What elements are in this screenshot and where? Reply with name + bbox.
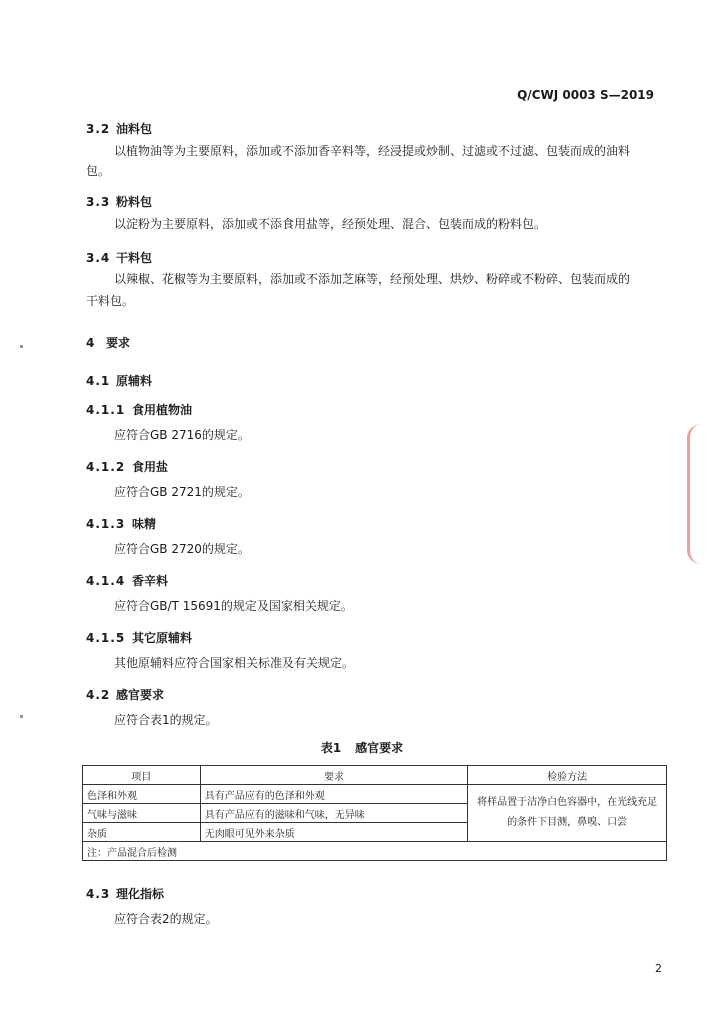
paragraph-4-2: 应符合表1的规定。	[114, 713, 218, 727]
paragraph-4-1-4: 应符合GB/T 15691的规定及国家相关规定。	[114, 599, 353, 613]
heading-number: 4.3	[86, 887, 111, 901]
paragraph-3-4-line1: 以辣椒、花椒等为主要原料，添加或不添加芝麻等，经预处理、烘炒、粉碎或不粉碎、包装而成的	[114, 272, 631, 286]
heading-title: 味精	[132, 517, 157, 531]
paragraph-4-1-2: 应符合GB 2721的规定。	[114, 485, 250, 499]
paragraph-3-3: 以淀粉为主要原料，添加或不添食用盐等，经预处理、混合、包装而成的粉料包。	[114, 217, 547, 231]
heading-title: 食用植物油	[132, 403, 193, 417]
heading-title: 感官要求	[116, 688, 165, 702]
heading-number: 4.1	[86, 374, 111, 388]
paragraph-3-4-line2: 干料包。	[86, 294, 135, 308]
table-note: 注：产品混合后检测	[83, 842, 667, 861]
heading-4-1-2	[86, 458, 168, 475]
heading-4	[86, 334, 130, 351]
heading-number: 4.1.2	[86, 460, 126, 474]
paragraph-4-1-3: 应符合GB 2720的规定。	[114, 542, 250, 556]
heading-4-1-4	[86, 572, 168, 589]
table-header-row	[83, 766, 667, 785]
heading-4-3	[86, 885, 164, 902]
cell-requirement: 无肉眼可见外来杂质	[200, 823, 468, 842]
paragraph-4-3: 应符合表2的规定。	[114, 912, 218, 926]
table-caption	[0, 739, 724, 756]
paragraph-4-1-5: 其他原辅料应符合国家相关标准及有关规定。	[114, 656, 355, 670]
heading-4-1-5	[86, 629, 192, 646]
paragraph-4-1-1: 应符合GB 2716的规定。	[114, 428, 250, 442]
heading-title: 原辅料	[116, 374, 153, 388]
cell-requirement: 具有产品应有的色泽和外观	[200, 785, 468, 804]
heading-number: 4.2	[86, 688, 111, 702]
heading-number: 4	[86, 336, 96, 350]
cell-method: 将样品置于洁净白色容器中，在光线充足的条件下目测，鼻嗅、口尝	[468, 785, 667, 842]
heading-title: 香辛料	[132, 574, 169, 588]
heading-4-1	[86, 372, 152, 389]
heading-number: 3.3	[86, 195, 111, 209]
sensory-requirements-table	[82, 765, 667, 861]
header-item: 项目	[83, 766, 201, 785]
heading-3-2	[86, 120, 152, 137]
heading-4-2	[86, 686, 164, 703]
table-caption-label: 表1	[320, 741, 342, 755]
heading-number: 3.4	[86, 251, 111, 265]
heading-4-1-1	[86, 401, 192, 418]
page-number: 2	[655, 962, 662, 975]
cell-item: 杂质	[83, 823, 201, 842]
paragraph-3-2-line1: 以植物油等为主要原料，添加或不添加香辛料等，经浸提或炒制、过滤或不过滤、包装而成的油料	[114, 144, 631, 158]
scan-mark	[20, 715, 23, 718]
heading-number: 4.1.1	[86, 403, 126, 417]
heading-title: 要求	[106, 336, 131, 350]
heading-4-1-3	[86, 515, 156, 532]
heading-3-3	[86, 193, 152, 210]
table-row	[83, 785, 667, 804]
table-caption-title: 感官要求	[355, 741, 404, 755]
heading-title: 其它原辅料	[132, 631, 193, 645]
heading-number: 3.2	[86, 122, 111, 136]
paragraph-3-2-line2: 包。	[86, 164, 111, 178]
heading-title: 理化指标	[116, 887, 165, 901]
heading-number: 4.1.3	[86, 517, 126, 531]
heading-number: 4.1.4	[86, 574, 126, 588]
table-note-row	[83, 842, 667, 861]
heading-title: 食用盐	[132, 460, 169, 474]
scan-mark	[20, 345, 23, 348]
seal-stamp-fragment	[687, 424, 724, 564]
header-requirement: 要求	[200, 766, 468, 785]
heading-title: 油料包	[116, 122, 153, 136]
heading-title: 干料包	[116, 251, 153, 265]
heading-number: 4.1.5	[86, 631, 126, 645]
header-method: 检验方法	[468, 766, 667, 785]
heading-3-4	[86, 249, 152, 266]
cell-requirement: 具有产品应有的滋味和气味，无异味	[200, 804, 468, 823]
cell-item: 色泽和外观	[83, 785, 201, 804]
standard-code: Q/CWJ 0003 S—2019	[517, 88, 654, 102]
heading-title: 粉料包	[116, 195, 153, 209]
cell-item: 气味与滋味	[83, 804, 201, 823]
